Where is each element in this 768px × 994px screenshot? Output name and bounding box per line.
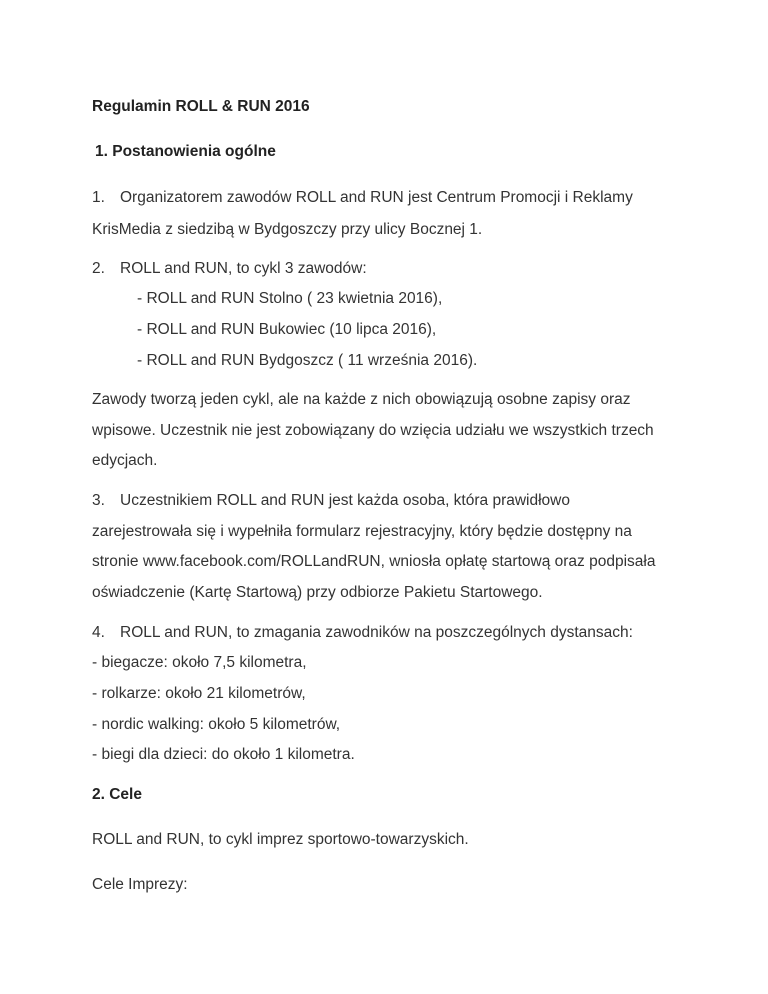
item-4-line-1 bbox=[92, 623, 633, 643]
item-1-number: 1. bbox=[92, 189, 105, 206]
distance-kids: - biegi dla dzieci: do około 1 kilometra. bbox=[92, 746, 355, 763]
paragraph-line-1: Zawody tworzą jeden cykl, ale na każde z nich obowiązują osobne zapisy oraz bbox=[92, 391, 631, 408]
item-3-line-2: zarejestrowała się i wypełniła formularz rejestracyjny, który będzie dostępny na bbox=[92, 523, 632, 540]
event-bydgoszcz: - ROLL and RUN Bydgoszcz ( 11 września 2016). bbox=[137, 352, 478, 369]
event-bukowiec: - ROLL and RUN Bukowiec (10 lipca 2016), bbox=[137, 321, 437, 338]
distance-skaters: - rolkarze: około 21 kilometrów, bbox=[92, 685, 306, 702]
item-1-line-1 bbox=[92, 188, 633, 208]
item-2-line-1 bbox=[92, 259, 367, 279]
document-title: Regulamin ROLL & RUN 2016 bbox=[92, 98, 310, 115]
item-1-line-2: KrisMedia z siedzibą w Bydgoszczy przy ulicy Bocznej 1. bbox=[92, 221, 483, 238]
section-1-heading: 1. Postanowienia ogólne bbox=[95, 143, 276, 160]
distance-nordic-walking: - nordic walking: około 5 kilometrów, bbox=[92, 716, 341, 733]
item-4-text: ROLL and RUN, to zmagania zawodników na poszczególnych dystansach: bbox=[120, 624, 633, 641]
event-stolno: - ROLL and RUN Stolno ( 23 kwietnia 2016), bbox=[137, 290, 443, 307]
item-2-text: ROLL and RUN, to cykl 3 zawodów: bbox=[120, 260, 367, 277]
item-3-text: Uczestnikiem ROLL and RUN jest każda osoba, która prawidłowo bbox=[120, 492, 570, 509]
item-3-line-4: oświadczenie (Kartę Startową) przy odbiorze Pakietu Startowego. bbox=[92, 584, 543, 601]
section-2-line-2: Cele Imprezy: bbox=[92, 876, 188, 893]
item-3-line-3: stronie www.facebook.com/ROLLandRUN, wniosła opłatę startową oraz podpisała bbox=[92, 553, 656, 570]
paragraph-line-2: wpisowe. Uczestnik nie jest zobowiązany do wzięcia udziału we wszystkich trzech bbox=[92, 422, 654, 439]
section-2-heading: 2. Cele bbox=[92, 786, 142, 803]
item-2-number: 2. bbox=[92, 260, 105, 277]
section-2-line-1: ROLL and RUN, to cykl imprez sportowo-towarzyskich. bbox=[92, 831, 469, 848]
item-1-text: Organizatorem zawodów ROLL and RUN jest Centrum Promocji i Reklamy bbox=[120, 189, 633, 206]
item-4-number: 4. bbox=[92, 624, 105, 641]
paragraph-line-3: edycjach. bbox=[92, 452, 158, 469]
item-3-number: 3. bbox=[92, 492, 105, 509]
item-3-line-1 bbox=[92, 491, 570, 511]
distance-runners: - biegacze: około 7,5 kilometra, bbox=[92, 654, 307, 671]
